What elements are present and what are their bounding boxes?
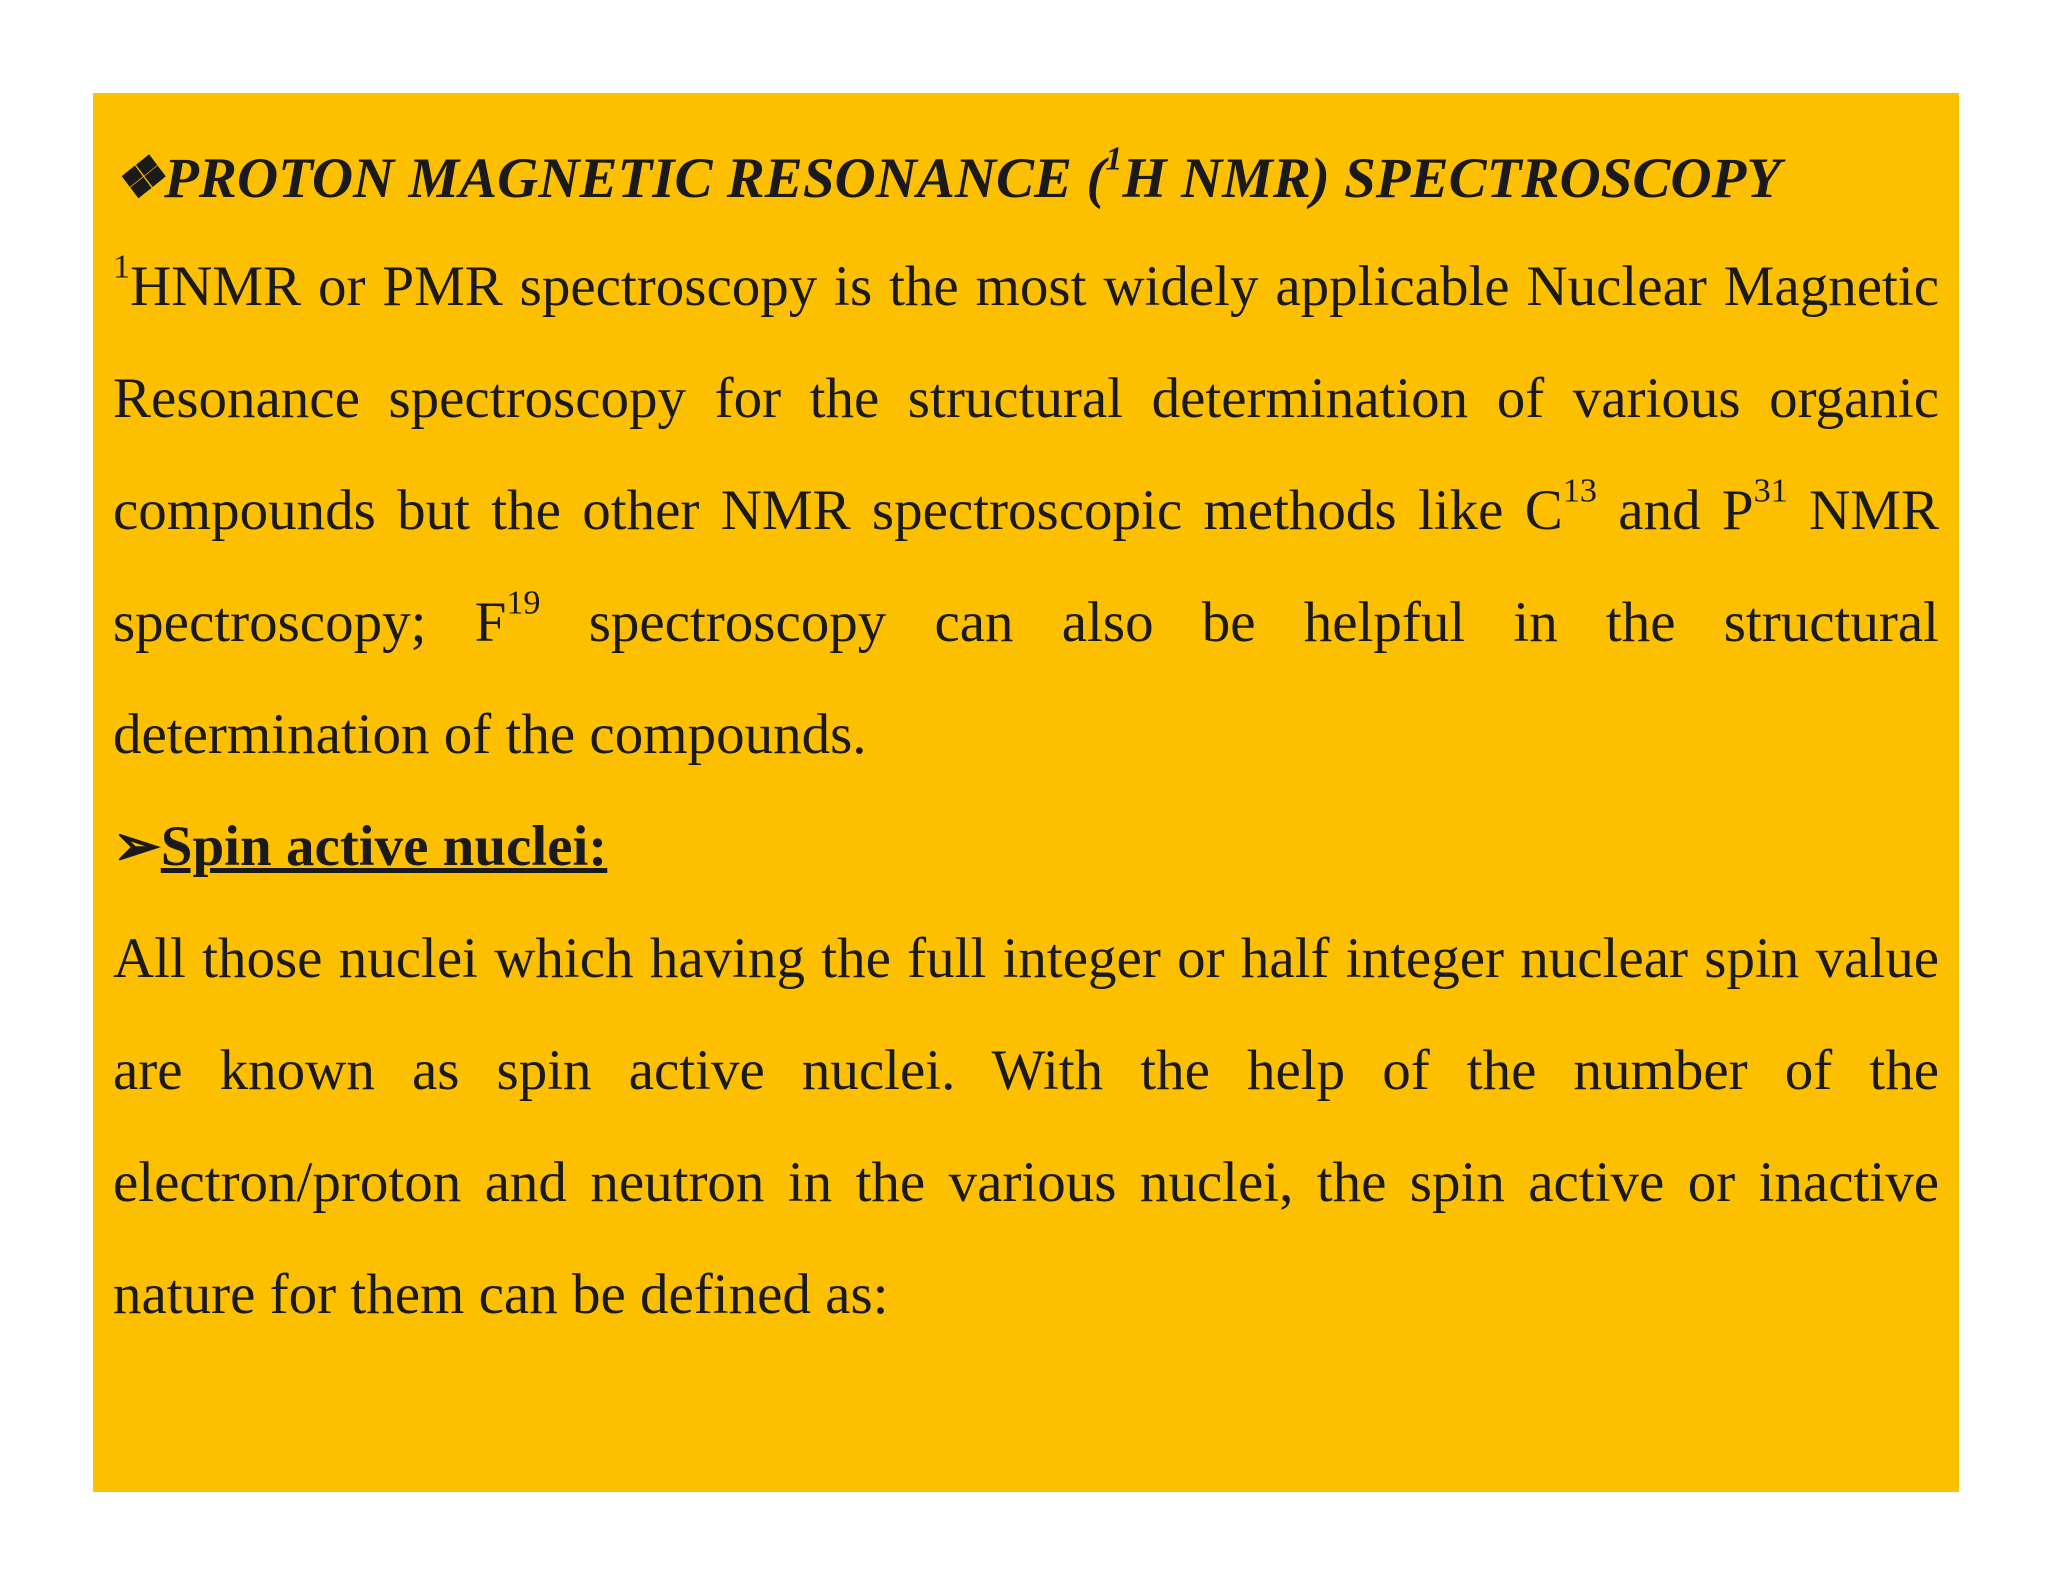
subheading-text: Spin active nuclei:	[160, 815, 608, 878]
intro-paragraph	[113, 231, 1939, 791]
body-paragraph: All those nuclei which having the full integer or half integer nuclear spin value are known as spin active nuclei. With the help of the number of the electron/proton and neutron in the various nuclei, the spin active or inactive nature for them can be defined as:	[113, 927, 1939, 1326]
intro-sup-31: 31	[1753, 472, 1788, 510]
title-superscript: 1	[1105, 140, 1123, 178]
arrow-bullet-icon: ➢	[113, 815, 161, 878]
intro-text-3: NMR spectroscopy; F	[113, 479, 1939, 654]
intro-sup-1: 1	[113, 248, 131, 286]
slide-content	[113, 127, 1939, 1351]
intro-text-2: and P	[1596, 479, 1754, 542]
intro-text-1: HNMR or PMR spectroscopy is the most widely applicable Nuclear Magnetic Resonance spectroscopy for the structural determination of various organic compounds but the other NMR spectroscopic methods like C	[113, 255, 1939, 542]
intro-sup-13: 13	[1562, 472, 1597, 510]
subheading	[113, 791, 1939, 903]
title-suffix: H NMR) SPECTROSCOPY	[1122, 147, 1782, 210]
diamond-bullet-icon: ❖	[113, 147, 165, 210]
slide-panel	[93, 93, 1959, 1492]
slide-title	[113, 127, 1939, 231]
title-prefix: PROTON MAGNETIC RESONANCE (	[164, 147, 1106, 210]
intro-text-4: spectroscopy can also be helpful in the structural determination of the compounds.	[113, 591, 1939, 766]
intro-sup-19: 19	[506, 584, 541, 622]
